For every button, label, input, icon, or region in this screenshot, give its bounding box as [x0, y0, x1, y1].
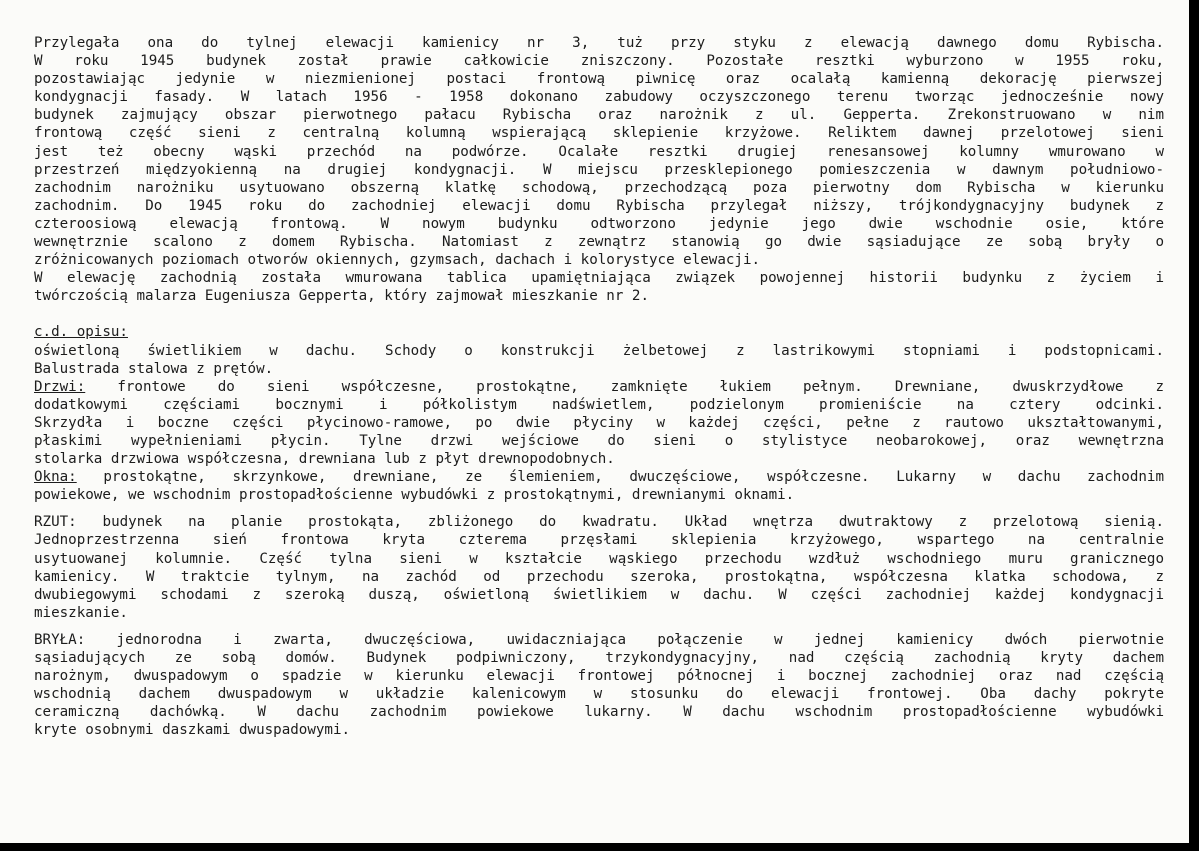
- text-line: sąsiadujących ze sobą domów. Budynek podpiwniczony, trzykondygnacyjny, nad częścią zachodnią kryty dachem: [34, 650, 1164, 666]
- doors-line: [34, 378, 1164, 396]
- windows-line: [34, 468, 1164, 486]
- text-line: Jednoprzestrzenna sień frontowa kryta czterema przęsłami sklepienia krzyżowego, wspartego na centralnie: [34, 532, 1164, 549]
- text-line: jest też obecny wąski przechód na podwórze. Ocalałe resztki drugiej renesansowej kolumny wmurowano w: [34, 143, 1164, 160]
- text-line: W elewację zachodnią została wmurowana tablica upamiętniająca związek powojennej historii budynku z życiem i: [34, 270, 1164, 287]
- description-continued: [34, 323, 1164, 504]
- scan-border-bottom: [0, 843, 1199, 851]
- text-line: RZUT: budynek na planie prostokąta, zbliżonego do kwadratu. Układ wnętrza dwutraktowy z przelotową sienią.: [34, 514, 1164, 531]
- text-line: wschodnią dachem dwuspadowym w układzie kalenicowym w stosunku do elewacji frontowej. Oba dachy pokryte: [34, 686, 1164, 703]
- windows-text: prostokątne, skrzynkowe, drewniane, ze ślemieniem, dwuczęściowe, współczesne. Lukarny w dachu zachodnim: [76, 469, 1164, 486]
- text-line: kondygnacji fasady. W latach 1956 - 1958 dokonano zabudowy oczyszczonego terenu tworząc jednocześnie nowy: [34, 89, 1164, 106]
- massing-section: [34, 631, 1164, 740]
- section-heading: [34, 323, 1164, 341]
- text-line: Przylegała ona do tylnej elewacji kamienicy nr 3, tuż przy styku z elewacją dawnego domu Rybischa.: [34, 35, 1164, 51]
- text-line: Balustrada stalowa z prętów.: [34, 360, 274, 377]
- text-line: narożnym, dwuspadowym o spadzie w kierunku elewacji frontowej północnej i bocznej zachodniej oraz nad częścią: [34, 668, 1164, 685]
- text-line: kryte osobnymi daszkami dwuspadowymi.: [34, 722, 351, 739]
- section-heading-text: c.d. opisu:: [34, 324, 128, 341]
- text-line: zróżnicowanych poziomach otworów okiennych, gzymsach, dachach i kolorystyce elewacji.: [34, 252, 761, 269]
- text-line: Skrzydła i boczne części płycinowo-ramowe, po dwie płyciny w każdej części, pełne z rautowo ukształtowanymi,: [34, 414, 1164, 431]
- text-line: zachodnim. Do 1945 roku do zachodniej elewacji domu Rybischa przylegał niższy, trójkondygnacyjny budynek z: [34, 197, 1164, 214]
- text-line: czteroosiową elewacją frontową. W nowym budynku odtworzono jedynie jego dwie wschodnie osie, które: [34, 215, 1164, 232]
- text-line: kamienicy. W traktcie tylnym, na zachód od przechodu szeroka, prostokątna, współczesna klatka schodowa, z: [34, 568, 1164, 585]
- text-line: zachodnim narożniku usytuowano obszerną klatkę schodową, przechodzącą poza pierwotny dom Rybischa w kierunku: [34, 179, 1164, 196]
- plan-section: [34, 513, 1164, 622]
- doors-text: frontowe do sieni współczesne, prostokątne, zamknięte łukiem pełnym. Drewniane, dwuskrzydłowe z: [85, 378, 1164, 395]
- text-line: BRYŁA: jednorodna i zwarta, dwuczęściowa, uwidaczniająca połączenie w jednej kamienicy dwóch pierwotnie: [34, 631, 1164, 648]
- windows-label: Okna:: [34, 469, 77, 486]
- text-line: twórczością malarza Eugeniusza Gepperta, który zajmował mieszkanie nr 2.: [34, 288, 649, 305]
- text-line: powiekowe, we wschodnim prostopadłościenne wybudówki z prostokątnymi, drewnianymi oknami.: [34, 487, 795, 504]
- doors-label: Drzwi:: [34, 378, 86, 395]
- text-line: mieszkanie.: [34, 604, 128, 621]
- text-line: usytuowanej kolumnie. Część tylna sieni w kształcie wąskiego przechodu wzdłuż wschodniego muru granicznego: [34, 550, 1164, 567]
- scan-border-right: [1189, 0, 1199, 851]
- text-line: dodatkowymi częściami bocznymi i półkolistym nadświetlem, podzielonym promieniście na cztery odcinki.: [34, 396, 1164, 413]
- document-text: [34, 34, 1164, 739]
- intro-paragraph: [34, 34, 1164, 305]
- text-line: frontową część sieni z centralną kolumną wspierającą sklepienie krzyżowe. Reliktem dawnej przelotowej sieni: [34, 125, 1164, 142]
- text-line: przestrzeń międzyokienną na drugiej kondygnacji. W miejscu przesklepionego pomieszczenia w dawnym południowo-: [34, 161, 1164, 178]
- text-line: oświetloną świetlikiem w dachu. Schody o konstrukcji żelbetowej z lastrikowymi stopniami i podstopnicami.: [34, 342, 1164, 359]
- text-line: płaskimi wypełnieniami płycin. Tylne drzwi wejściowe do sieni o stylistyce neobarokowej, oraz wewnętrzna: [34, 432, 1164, 449]
- text-line: budynek zajmujący obszar pierwotnego pałacu Rybischa oraz narożnik z ul. Gepperta. Zrekonstruowano w nim: [34, 107, 1164, 124]
- text-line: dwubiegowymi schodami z szeroką duszą, oświetloną świetlikiem w dachu. W części zachodniej każdej kondygnacji: [34, 586, 1164, 603]
- text-line: stolarka drzwiowa współczesna, drewniana lub z płyt drewnopodobnych.: [34, 451, 615, 468]
- text-line: pozostawiając jedynie w niezmienionej postaci frontową piwnicę oraz ocalałą kamienną dekorację pierwszej: [34, 71, 1164, 88]
- text-line: wewnętrznie scalono z domem Rybischa. Natomiast z zewnątrz stanowią go dwie sąsiadujące ze sobą bryły o: [34, 234, 1164, 251]
- text-line: W roku 1945 budynek został prawie całkowicie zniszczony. Pozostałe resztki wyburzono w 1955 roku,: [34, 53, 1164, 70]
- text-line: ceramiczną dachówką. W dachu zachodnim powiekowe lukarny. W dachu wschodnim prostopadłościenne wybudówki: [34, 704, 1164, 721]
